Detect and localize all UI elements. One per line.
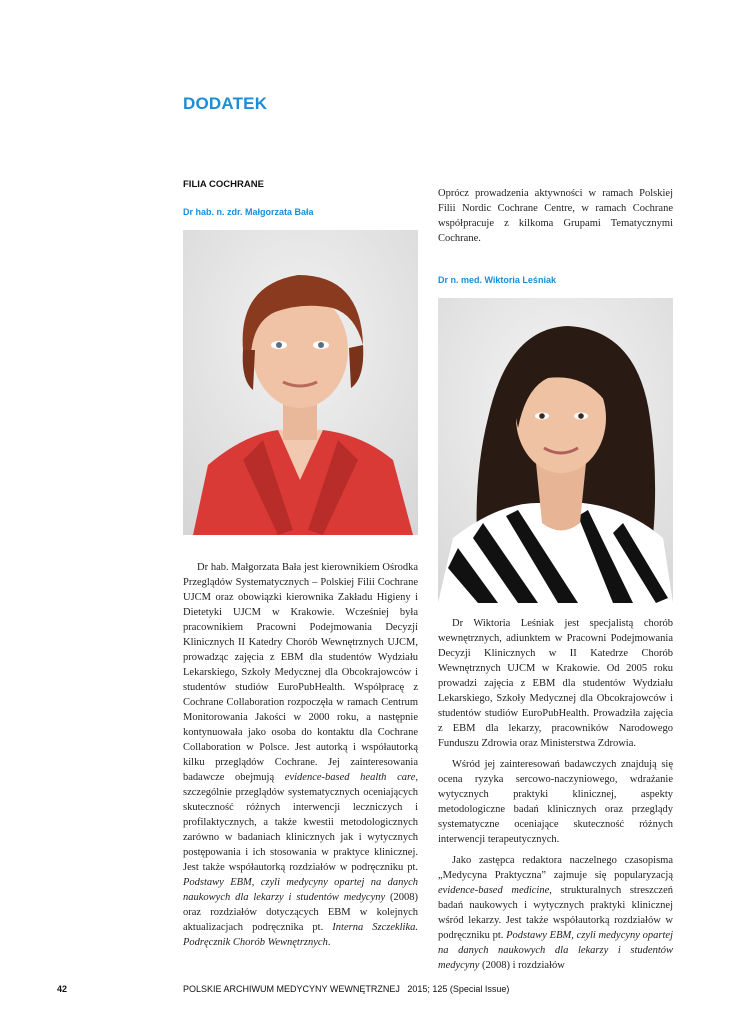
right-bio-text [438, 616, 673, 973]
left-bio-part: Dr hab. Małgorzata Bała jest kierownikiem Ośrodka Przeglądów Systematycznych – Polskiej Filii Cochrane UJCM oraz obowiązki kierownika Zakładu Higieny i Dietetyki UJCM w Krakowie. Wcześniej była pracownikiem Pracowni Podejmowania Decyzji Klinicznych II Katedry Chorób Wewnętrznych UJCM, prowadząc zajęcia z EBM dla studentów Wydziału Lekarskiego, Szkoły Medycznej dla Obcokrajowców i studentów studiów EuroPubHealth. Współpracę z Cochrane Collaboration rozpoczęła w ramach Centrum Monitorowania Jakości w 2000 roku, a następnie kontynuowała jako osoba do kontaktu dla Cochrane Collaboration w Polsce. Jest autorką i współautorką kilku przeglądów Cochrane. Jej zainteresowania badawcze obejmują [183, 562, 418, 783]
page-number: 42 [57, 984, 68, 994]
left-bio-italic: evidence-based health care, [284, 772, 418, 783]
right-bio-italic: Podstawy EBM, czyli medycyny opartej na danych naukowych dla lekarzy i studentów medycyny [438, 930, 673, 971]
right-bio-part: (2008) i rozdziałów [479, 960, 565, 971]
right-author-name: Dr n. med. Wiktoria Leśniak [438, 275, 556, 285]
right-intro-text [438, 186, 673, 246]
right-bio-paragraph-3 [438, 853, 673, 973]
left-bio-part: (2008) oraz rozdziałów dotyczących EBM w kolejnych aktualizacjach podręcznika pt. [183, 892, 419, 933]
subsection-title: FILIA COCHRANE [183, 179, 264, 190]
portrait-photo-icon [438, 298, 673, 603]
left-bio-part: . [327, 937, 331, 948]
section-title: DODATEK [183, 94, 268, 113]
left-author-name: Dr hab. n. zdr. Małgorzata Bała [183, 207, 314, 217]
left-author-photo [183, 230, 418, 535]
right-bio-paragraph-1: Dr Wiktoria Leśniak jest specjalistą chorób wewnętrznych, adiunktem w Pracowni Podejmowania Decyzji Klinicznych w II Katedrze Chorób Wewnętrznych UJCM w Krakowie. Od 2005 roku prowadzi zajęcia z EBM dla studentów Wydziału Lekarskiego, Szkoły Medycznej dla Obcokrajowców i studentów studiów EuroPubHealth. Prowadziła zajęcia z EBM dla lekarzy, pracowników Narodowego Funduszu Zdrowia oraz Ministerstwa Zdrowia. [438, 618, 673, 749]
left-bio-italic: Interna Szczeklika. Podręcznik Chorób Wewnętrznych [183, 922, 419, 948]
right-bio-paragraph-2: Wśród jej zainteresowań badawczych znajdują się ocena ryzyka sercowo-naczyniowego, wdrażanie wytycznych praktyki klinicznej, aspekty metodologiczne badań klinicznych oraz przeglądy systematyczne oceniające skuteczność różnych interwencji terapeutycznych. [438, 759, 673, 845]
right-intro-paragraph: Oprócz prowadzenia aktywności w ramach Polskiej Filii Nordic Cochrane Centre, w ramach Cochrane współpracuje z kilkoma Grupami Tematycznymi Cochrane. [438, 188, 673, 244]
portrait-photo-icon [183, 230, 418, 535]
journal-footer: POLSKIE ARCHIWUM MEDYCYNY WEWNĘTRZNEJ 2015; 125 (Special Issue) [183, 984, 510, 994]
right-bio-italic: evidence-based medicine [438, 885, 550, 896]
left-bio-italic: Podstawy EBM, czyli medycyny opartej na danych naukowych dla lekarzy i studentów medycyny [183, 877, 418, 903]
right-bio-part: , strukturalnych streszczeń badań naukowych i wytycznych praktyki klinicznej wśród lekarzy. Jest także współautorką rozdziałów w podręczniku pt. [438, 885, 673, 941]
left-bio-part: szczególnie przeglądów systematycznych oceniających skuteczność różnych interwencji leczniczych i profilaktycznych, a także kwestii metodologicznych zarówno w badaniach klinicznych jak i wytycznych postępowania i ich stosowania w praktyce klinicznej. Jest także współautorką rozdziałów w podręczniku pt. [183, 787, 418, 873]
right-bio-part: Jako zastępca redaktora naczelnego czasopisma „Medycyna Praktyczna” zajmuje się popularyzacją [438, 855, 673, 881]
right-author-photo [438, 298, 673, 603]
left-bio-text [183, 560, 418, 950]
